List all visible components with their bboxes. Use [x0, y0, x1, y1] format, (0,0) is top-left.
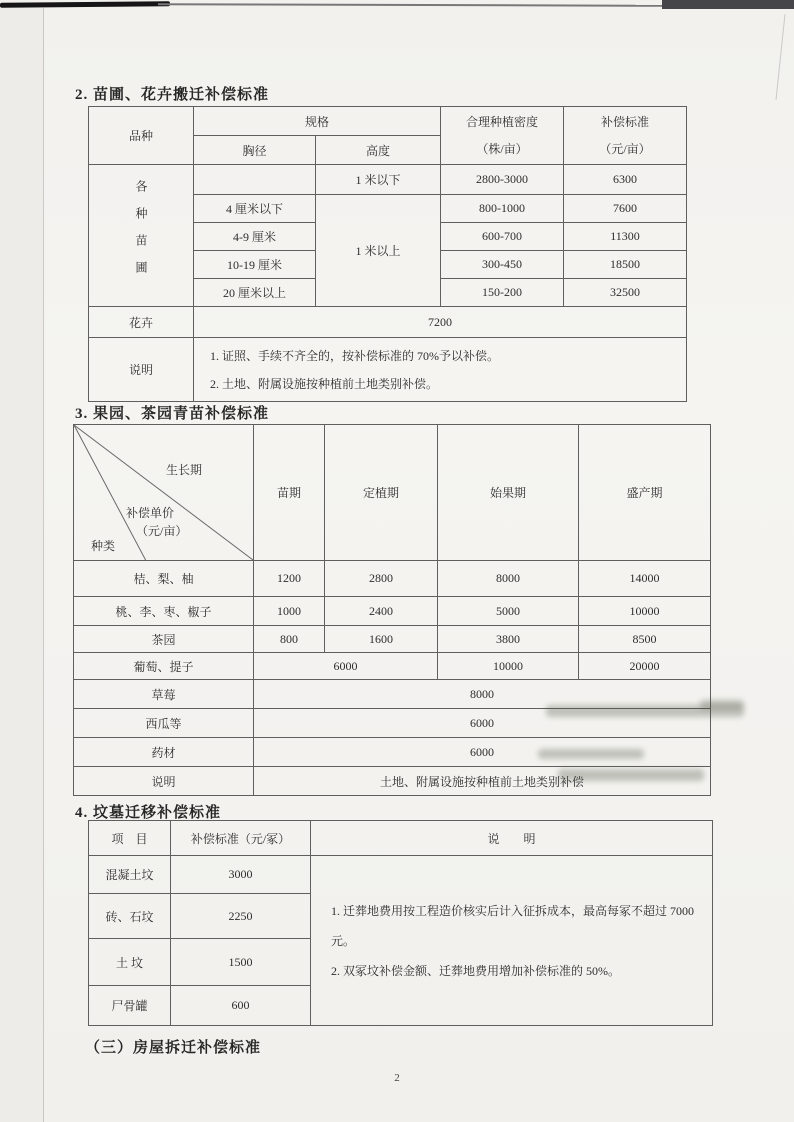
header-peak: 盛产期 [579, 425, 711, 561]
cell-value: 600 [171, 986, 311, 1026]
section3-title: 3. 果园、茶园青苗补偿标准 [75, 406, 270, 422]
corner-label-unit: （元/亩） [136, 524, 188, 538]
header-item: 项 目 [89, 821, 171, 856]
table-row [74, 738, 711, 767]
header-seedling: 苗期 [254, 425, 325, 561]
corner-label-growth: 生长期 [166, 463, 203, 477]
cell-value-merged: 6000 [254, 709, 711, 738]
row-label: 说明 [74, 767, 254, 796]
page-fold-line [43, 8, 44, 1122]
header-height: 高度 [316, 136, 441, 165]
row-label: 桔、梨、柚 [74, 561, 254, 597]
cell-note-label: 说明 [89, 338, 194, 402]
row-label: 尸骨罐 [89, 986, 171, 1026]
cell-value: 10000 [579, 597, 711, 626]
orchard-tea-table [73, 424, 711, 796]
cell-value: 1000 [254, 597, 325, 626]
row-label: 桃、李、枣、椒子 [74, 597, 254, 626]
cell-value: 10000 [438, 653, 579, 680]
cell-standard: 11300 [564, 223, 687, 251]
header-planting: 定植期 [325, 425, 438, 561]
cell-value: 8500 [579, 626, 711, 653]
row-label: 药材 [74, 738, 254, 767]
scan-edge-right [662, 0, 794, 9]
row-label: 西瓜等 [74, 709, 254, 738]
cell-value: 20000 [579, 653, 711, 680]
table-row [74, 767, 711, 796]
header-spec: 规格 [194, 107, 441, 136]
row-label: 砖、石坟 [89, 894, 171, 939]
cell-height: 1 米以下 [316, 165, 441, 195]
cell-dbh: 10-19 厘米 [194, 251, 316, 279]
cell-value: 2800 [325, 561, 438, 597]
row-label: 草莓 [74, 680, 254, 709]
table-row [74, 561, 711, 597]
grave-relocation-table [88, 820, 713, 1026]
cell-density: 2800-3000 [441, 165, 564, 195]
cell-density: 600-700 [441, 223, 564, 251]
cell-standard: 7600 [564, 195, 687, 223]
table-row [89, 307, 687, 338]
cell-value: 2250 [171, 894, 311, 939]
table-row [74, 425, 711, 561]
header-standard: 补偿标准（元/冢） [171, 821, 311, 856]
cell-density: 150-200 [441, 279, 564, 307]
cell-value: 1500 [171, 939, 311, 986]
cell-value: 14000 [579, 561, 711, 597]
cell-value: 5000 [438, 597, 579, 626]
page-edge-shadow [0, 8, 43, 1122]
cell-flower-value: 7200 [194, 307, 687, 338]
row-label: 土 坟 [89, 939, 171, 986]
scan-edge-dark [0, 1, 170, 7]
table-row [74, 626, 711, 653]
cell-value: 3000 [171, 856, 311, 894]
table-row [74, 653, 711, 680]
header-density: 合理种植密度 （株/亩） [441, 107, 564, 165]
cell-standard: 18500 [564, 251, 687, 279]
table-row [89, 165, 687, 195]
cell-density: 300-450 [441, 251, 564, 279]
cell-flower-label: 花卉 [89, 307, 194, 338]
cell-note-merged: 土地、附属设施按种植前土地类别补偿 [254, 767, 711, 796]
cell-value-merged: 6000 [254, 653, 438, 680]
cell-value: 3800 [438, 626, 579, 653]
table-row [74, 709, 711, 738]
cell-value-merged: 8000 [254, 680, 711, 709]
diagonal-header-cell [74, 425, 254, 561]
scan-scratch [776, 14, 786, 100]
cell-notes: 1. 证照、手续不齐全的，按补偿标准的 70%予以补偿。 2. 土地、附属设施按种植前土地类别补偿。 [194, 338, 687, 402]
table-row [89, 107, 687, 136]
cell-density: 800-1000 [441, 195, 564, 223]
scan-edge-line [158, 3, 674, 7]
cell-height: 1 米以上 [316, 195, 441, 307]
table-row [89, 821, 713, 856]
cell-standard: 32500 [564, 279, 687, 307]
corner-label-price: 补偿单价 [126, 506, 175, 520]
header-note: 说 明 [311, 821, 713, 856]
cell-standard: 6300 [564, 165, 687, 195]
table-row [74, 597, 711, 626]
cell-notes: 1. 迁葬地费用按工程造价核实后计入征拆成本，最高每冢不超过 7000 元。 2. 双冢坟补偿金额、迁葬地费用增加补偿标准的 50%。 [311, 856, 713, 1026]
row-label: 茶园 [74, 626, 254, 653]
table-row [89, 856, 713, 894]
section5-title: （三）房屋拆迁补偿标准 [85, 1040, 262, 1056]
cell-value: 800 [254, 626, 325, 653]
header-standard: 补偿标准 （元/亩） [564, 107, 687, 165]
cell-value-merged: 6000 [254, 738, 711, 767]
section4-title: 4. 坟墓迁移补偿标准 [75, 805, 222, 821]
cell-value: 1200 [254, 561, 325, 597]
row-label: 混凝土坟 [89, 856, 171, 894]
corner-label-kind: 种类 [91, 539, 116, 553]
cell-dbh: 4-9 厘米 [194, 223, 316, 251]
header-dbh: 胸径 [194, 136, 316, 165]
table-row [74, 680, 711, 709]
cell-nursery-label: 各种苗圃 [89, 165, 194, 307]
header-first-fruit: 始果期 [438, 425, 579, 561]
cell-dbh: 20 厘米以上 [194, 279, 316, 307]
cell-value: 2400 [325, 597, 438, 626]
table-row [89, 338, 687, 402]
section2-title: 2. 苗圃、花卉搬迁补偿标准 [75, 87, 270, 103]
cell-value: 8000 [438, 561, 579, 597]
nursery-flower-table [88, 106, 687, 402]
cell-dbh: 4 厘米以下 [194, 195, 316, 223]
header-species: 品种 [89, 107, 194, 165]
cell-dbh [194, 165, 316, 195]
row-label: 葡萄、提子 [74, 653, 254, 680]
cell-value: 1600 [325, 626, 438, 653]
page-number: 2 [394, 1072, 400, 1084]
